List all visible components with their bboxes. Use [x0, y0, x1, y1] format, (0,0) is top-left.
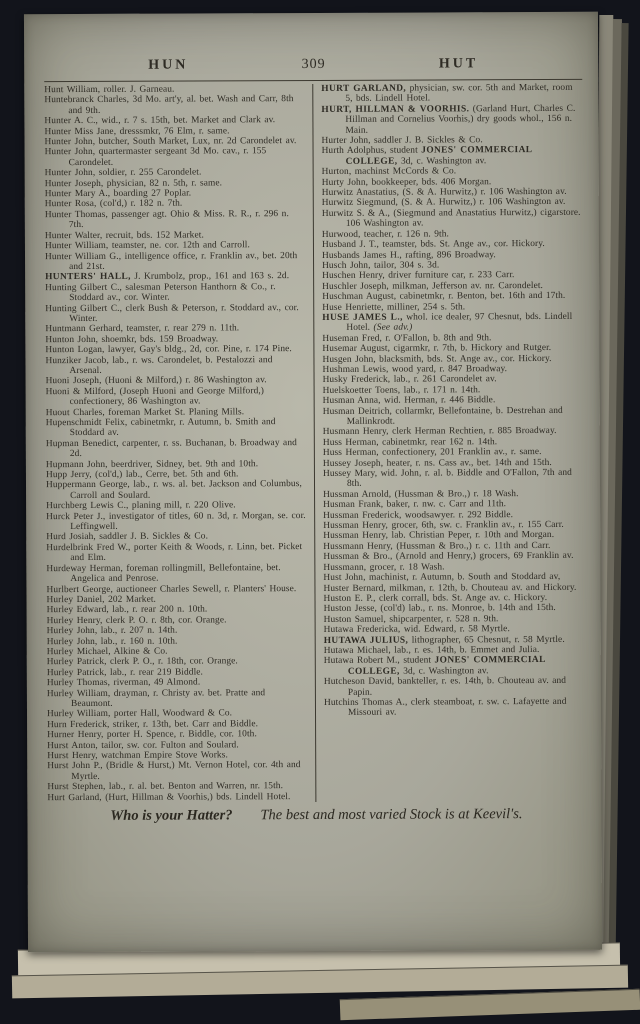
directory-entry: Husemar August, cigarmkr, r. 7th, b. Hickory and Rutger.	[322, 343, 552, 355]
directory-entry: Hurst Anton, tailor, sw. cor. Fulton and Soulard.	[47, 739, 239, 751]
page-header	[148, 56, 478, 73]
directory-entry: Hurd Josiah, saddler J. B. Sickles & Co.	[46, 531, 209, 543]
directory-entry: Husband J. T., teamster, bds. St. Ange av., cor. Hickory.	[321, 239, 545, 251]
directory-entry: Husch John, tailor, 304 s. 3d.	[322, 260, 440, 271]
directory-entry: Hurst John P., (Bridle & Hurst,) Mt. Vernon Hotel, cor. 4th and Myrtle.	[47, 760, 301, 782]
directory-entry: Hussey Joseph, heater, r. ns. Cass av., bet. 14th and 15th.	[322, 457, 552, 469]
footer-advertisement	[47, 806, 585, 825]
directory-entry: Hurck Peter J., investigator of titles, 60 n. 3d, r. Morgan, se. cor. Leffingwell.	[46, 510, 306, 533]
directory-entry: Huntmann Gerhard, teamster, r. rear 279 n. 11th.	[45, 323, 240, 335]
directory-entry: Hunter John, quartermaster sergeant 3d Mo. cav., r. 155 Carondelet.	[44, 146, 267, 168]
directory-entry: Hurley John, lab., r. 207 n. 14th.	[46, 625, 178, 637]
directory-entry: Huston Jesse, (col'd) lab., r. ns. Monroe, b. 14th and 15th.	[323, 603, 556, 615]
directory-entry: Hurwood, teacher, r. 126 n. 9th.	[321, 229, 450, 240]
directory-entry: Hunton Logan, lawyer, Gay's bldg., 2d, cor. Pine, r. 174 Pine.	[45, 344, 292, 356]
directory-entry: Hutawa Fredericka, wid. Edward, r. 58 Myrtle.	[323, 624, 510, 636]
directory-entry: Husbands James H., rafting, 896 Broadway.	[321, 249, 496, 261]
directory-entry: Hunter A. C., wid., r. 7 s. 15th, bet. Market and Clark av.	[44, 115, 276, 127]
directory-entry: Huston E. P., clerk corrall, bds. St. Ange av. c. Hickory.	[323, 592, 548, 604]
directory-entry: Hupp Jerry, (col'd,) lab., Cerre, bet. 5th and 6th.	[45, 469, 239, 481]
directory-entry: Huston Samuel, shipcarpenter, r. 528 n. 9th.	[323, 613, 499, 625]
directory-entry: Hurley Edward, lab., r. rear 200 n. 10th.	[46, 604, 208, 616]
page-number: 309	[301, 56, 326, 73]
directory-entry: Huschman August, cabinetmkr, r. Benton, bet. 16th and 17th.	[322, 291, 566, 303]
directory-entry: Hurwitz Anastatius, (S. & A. Hurwitz,) r. 106 Washington av.	[321, 186, 567, 199]
directory-entry: Huss Herman, confectionery, 201 Franklin av., r. same.	[322, 447, 542, 459]
directory-entry: Hurley Thomas, riverman, 49 Almond.	[46, 677, 201, 689]
footer-ad-answer: The best and most varied Stock is at Keevil's.	[260, 806, 523, 824]
directory-entry: Hupenschmidt Felix, cabinetmkr, r. Autumn, b. Smith and Stoddard av.	[45, 417, 276, 439]
directory-entry: Hushman Lewis, wood yard, r. 847 Broadway.	[322, 364, 508, 375]
header-left-guide-word: HUN	[148, 57, 189, 73]
directory-entry: Hussman Frederick, woodsawyer. r. 292 Biddle.	[323, 509, 514, 521]
directory-entry: Hunter John, soldier, r. 255 Carondelet.	[44, 167, 202, 179]
directory-entry: Hurst Henry, watchman Empire Stove Works.	[47, 750, 228, 762]
directory-entry: Hurley Patrick, lab., r. rear 219 Biddle.	[46, 667, 204, 678]
directory-entry: Husman Anna, wid. Herman, r. 446 Biddle.	[322, 395, 496, 407]
directory-entry: Hust John, machinist, r. Autumn, b. South and Stoddard av,	[323, 572, 561, 584]
directory-entry: Hunter Joseph, physician, 82 n. 5th, r. same.	[44, 178, 223, 189]
right-column	[313, 83, 585, 802]
directory-entry: Hunter Walter, recruit, bds. 152 Market.	[44, 230, 204, 241]
directory-entry: Hurst Stephen, lab., r. al. bet. Benton and Warren, nr. 15th.	[47, 781, 284, 793]
footer-ad-question: Who is your Hatter?	[110, 807, 233, 824]
directory-entry: Hussman Henry, grocer, 6th, sw. c. Franklin av., r. 155 Carr.	[323, 519, 564, 532]
directory-entry: Huelskoetter Toens, lab., r. 171 n. 14th.	[322, 385, 481, 396]
header-right-guide-word: HUT	[438, 56, 479, 72]
directory-entry: Hurley William, drayman, r. Christy av. bet. Pratte and Beaumont.	[46, 687, 266, 710]
directory-entry: Hunziker Jacob, lab., r. ws. Carondelet, b. Pestalozzi and Arsenal.	[45, 354, 273, 377]
directory-entry: Hurley Daniel, 202 Market.	[46, 594, 157, 606]
directory-entry: Hupman Benedict, carpenter, r. ss. Buchanan, b. Broadway and 2d.	[45, 437, 297, 460]
directory-entry: Hunter Thomas, passenger agt. Ohio & Miss. R. R., r. 296 n. 7th.	[44, 208, 289, 231]
directory-entry: Husky Frederick, lab., r. 261 Carondelet av.	[322, 374, 497, 386]
directory-entry: Hussmann, grocer, r. 18 Wash.	[323, 562, 445, 573]
directory-entry: Hunt William, roller. J. Garneau.	[44, 84, 175, 96]
directory-entry: Huss Herman, cabinetmkr, rear 162 n. 14th.	[322, 437, 498, 448]
directory-entry: Hunton John, shoemkr, bds. 159 Broadway.	[45, 334, 219, 345]
directory-entry: Hurty John, bookkeeper, bds. 406 Morgan.	[321, 176, 492, 188]
directory-entry: Hussman Arnold, (Hussman & Bro.,) r. 18 Wash.	[323, 488, 519, 500]
directory-entry: Huntebranck Charles, 3d Mo. art'y, al. bet. Wash and Carr, 8th and 9th.	[44, 94, 294, 116]
directory-entry: Husman Deitrich, collarmkr, Bellefontaine, b. Destrehan and Mallinkrodt.	[322, 405, 563, 427]
directory-entry: Hurwitz Siegmund, (S. & A. Hurwitz,) r. 106 Washington av.	[321, 197, 566, 209]
directory-entry: Huseman Fred, r. O'Fallon, b. 8th and 9th.	[322, 332, 492, 344]
directory-entry: Hurley John, lab., r. 160 n. 10th.	[46, 636, 178, 647]
directory-entry: Hussmann Henry, (Hussman & Bro.,) r. c. 11th and Carr.	[323, 540, 551, 552]
directory-entry: Hurley Henry, clerk P. O. r. 8th, cor. Orange.	[46, 615, 227, 626]
directory-entry: Hunter William, teamster, ne. cor. 12th and Carroll.	[44, 240, 250, 252]
directory-entry: Hunting Gilbert C., salesman Peterson Hanthorn & Co., r. Stoddard av., cor. Winter.	[45, 281, 276, 304]
directory-entry: Hurwitz S. & A., (Siegmund and Anastatius Hurwitz,) cigarstore. 106 Washington av.	[321, 207, 581, 230]
directory-entry: Husmann Henry, clerk Herman Rechtien, r. 885 Broadway.	[322, 426, 557, 438]
directory-entry: Hurton, machinst McCords & Co.	[321, 166, 457, 178]
directory-entry: Huschen Henry, driver furniture car, r. 233 Carr.	[322, 270, 515, 282]
directory-columns	[44, 83, 585, 803]
directory-entry: Huster Bernard, milkman, r. 12th, b. Chouteau av. and Hickory.	[323, 582, 577, 594]
book-page-edge-bottom	[340, 989, 640, 1020]
directory-entry: Hurdeway Herman, foreman rollingmill, Bellefontaine, bet. Angelica and Penrose.	[46, 562, 281, 585]
directory-entry: Husman Frank, baker, r. nw. c. Carr and 11th.	[323, 499, 507, 511]
directory-entry: HUSE JAMES L., whol. ice dealer, 97 Chesnut, bds. Lindell Hotel. (See adv.)	[322, 311, 573, 334]
directory-entry: Hunter Miss Jane, dresssmkr, 76 Elm, r. same.	[44, 125, 230, 137]
directory-entry: Hurn Frederick, striker, r. 13th, bet. Carr and Biddle.	[47, 719, 259, 730]
directory-entry: Hunter John, butcher, South Market, Lux, nr. 2d Carondelet av.	[44, 136, 297, 148]
directory-entry: HURT, HILLMAN & VOORHIS. (Garland Hurt, Charles C. Hillman and Cornelius Voorhis,) dry goods whol., 156 n. Main.	[321, 103, 576, 136]
directory-entry: Hunter Mary A., boarding 27 Poplar.	[44, 188, 192, 200]
directory-entry: Hurchberg Lewis C., planing mill, r. 220 Olive.	[46, 500, 236, 512]
directory-entry: Hupmann John, beerdriver, Sidney, bet. 9th and 10th.	[45, 458, 259, 470]
directory-entry: Huout Charles, foreman Market St. Planing Mills.	[45, 406, 245, 418]
directory-entry: Husgen John, blacksmith, bds. St. Ange av., cor. Hickory.	[322, 353, 552, 365]
directory-entry: Hunter Rosa, (col'd,) r. 182 n. 7th.	[44, 199, 183, 210]
directory-entry: Hurner Henry, porter H. Spence, r. Biddle, cor. 10th.	[47, 729, 257, 741]
directory-entry: Hussman & Bro., (Arnold and Henry,) grocers, 69 Franklin av.	[323, 551, 574, 563]
directory-entry: HUTAWA JULIUS, lithographer, 65 Chesnut, r. 58 Myrtle.	[323, 634, 565, 646]
directory-entry: Hutcheson David, bankteller, r. es. 14th, b. Chouteau av. and Papin.	[323, 676, 567, 698]
directory-entry: HUNTERS' HALL, J. Krumbolz, prop., 161 and 163 s. 2d.	[45, 271, 290, 283]
directory-entry: Huoni & Milford, (Joseph Huoni and George Milford,) confectionery, 86 Washington av.	[45, 385, 265, 408]
directory-entry: Hurley Patrick, clerk P. O., r. 18th, cor. Orange.	[46, 656, 238, 668]
directory-entry: Huse Henriette, milliner, 254 s. 5th.	[322, 301, 466, 313]
directory-entry: Hussman Henry, lab. Christian Peper, r. 10th and Morgan.	[323, 530, 555, 542]
directory-entry: Hurley Michael, Alkine & Co.	[46, 646, 168, 658]
directory-entry: Huoni Joseph, (Huoni & Milford,) r. 86 Washington av.	[45, 375, 267, 387]
directory-entry: Hurter John, saddler J. B. Sickles & Co.	[321, 135, 483, 146]
directory-entry: Hussey Mary, wid. John, r. al. b. Biddle and O'Fallon, 7th and 8th.	[322, 467, 572, 490]
directory-page	[24, 12, 602, 952]
directory-entry: Hutawa Robert M., student JONES' COMMERCIAL COLLEGE, 3d, c. Washington av.	[323, 655, 546, 677]
directory-entry: Hurlbert George, auctioneer Charles Sewell, r. Planters' House.	[46, 583, 297, 595]
directory-entry: Hurth Adolphus, student JONES' COMMERCIAL COLLEGE, 3d, c. Washington av.	[321, 145, 532, 167]
left-column	[44, 84, 316, 803]
directory-entry: Hunting Gilbert C., clerk Bush & Peterson, r. Stoddard av., cor. Winter.	[45, 302, 299, 324]
directory-entry: Huschler Joseph, milkman, Jefferson av. nr. Carondelet.	[322, 280, 543, 292]
directory-entry: Huppermann George, lab., r. ws. al. bet. Jackson and Columbus, Carroll and Soulard.	[45, 479, 302, 501]
directory-entry: Hutchins Thomas A., clerk steamboat, r. sw. c. Lafayette and Missouri av.	[323, 696, 567, 719]
directory-entry: Hutawa Michael, lab., r. es. 14th, b. Emmet and Julia.	[323, 644, 540, 656]
directory-entry: Hurt Garland, (Hurt, Hillman & Voorhis,) bds. Lindell Hotel.	[47, 791, 291, 803]
directory-entry: Hurley William, porter Hall, Woodward & Co.	[46, 708, 233, 720]
directory-entry: HURT GARLAND, physician, sw. cor. 5th and Market, room 5, bds. Lindell Hotel.	[321, 82, 573, 105]
directory-entry: Hurdelbrink Fred W., porter Keith & Woods, r. Linn, bet. Picket and Elm.	[46, 541, 303, 564]
header-rule	[44, 79, 582, 82]
directory-entry: Hunter William G., intelligence office, r. Franklin av., bet. 20th and 21st.	[44, 250, 298, 272]
